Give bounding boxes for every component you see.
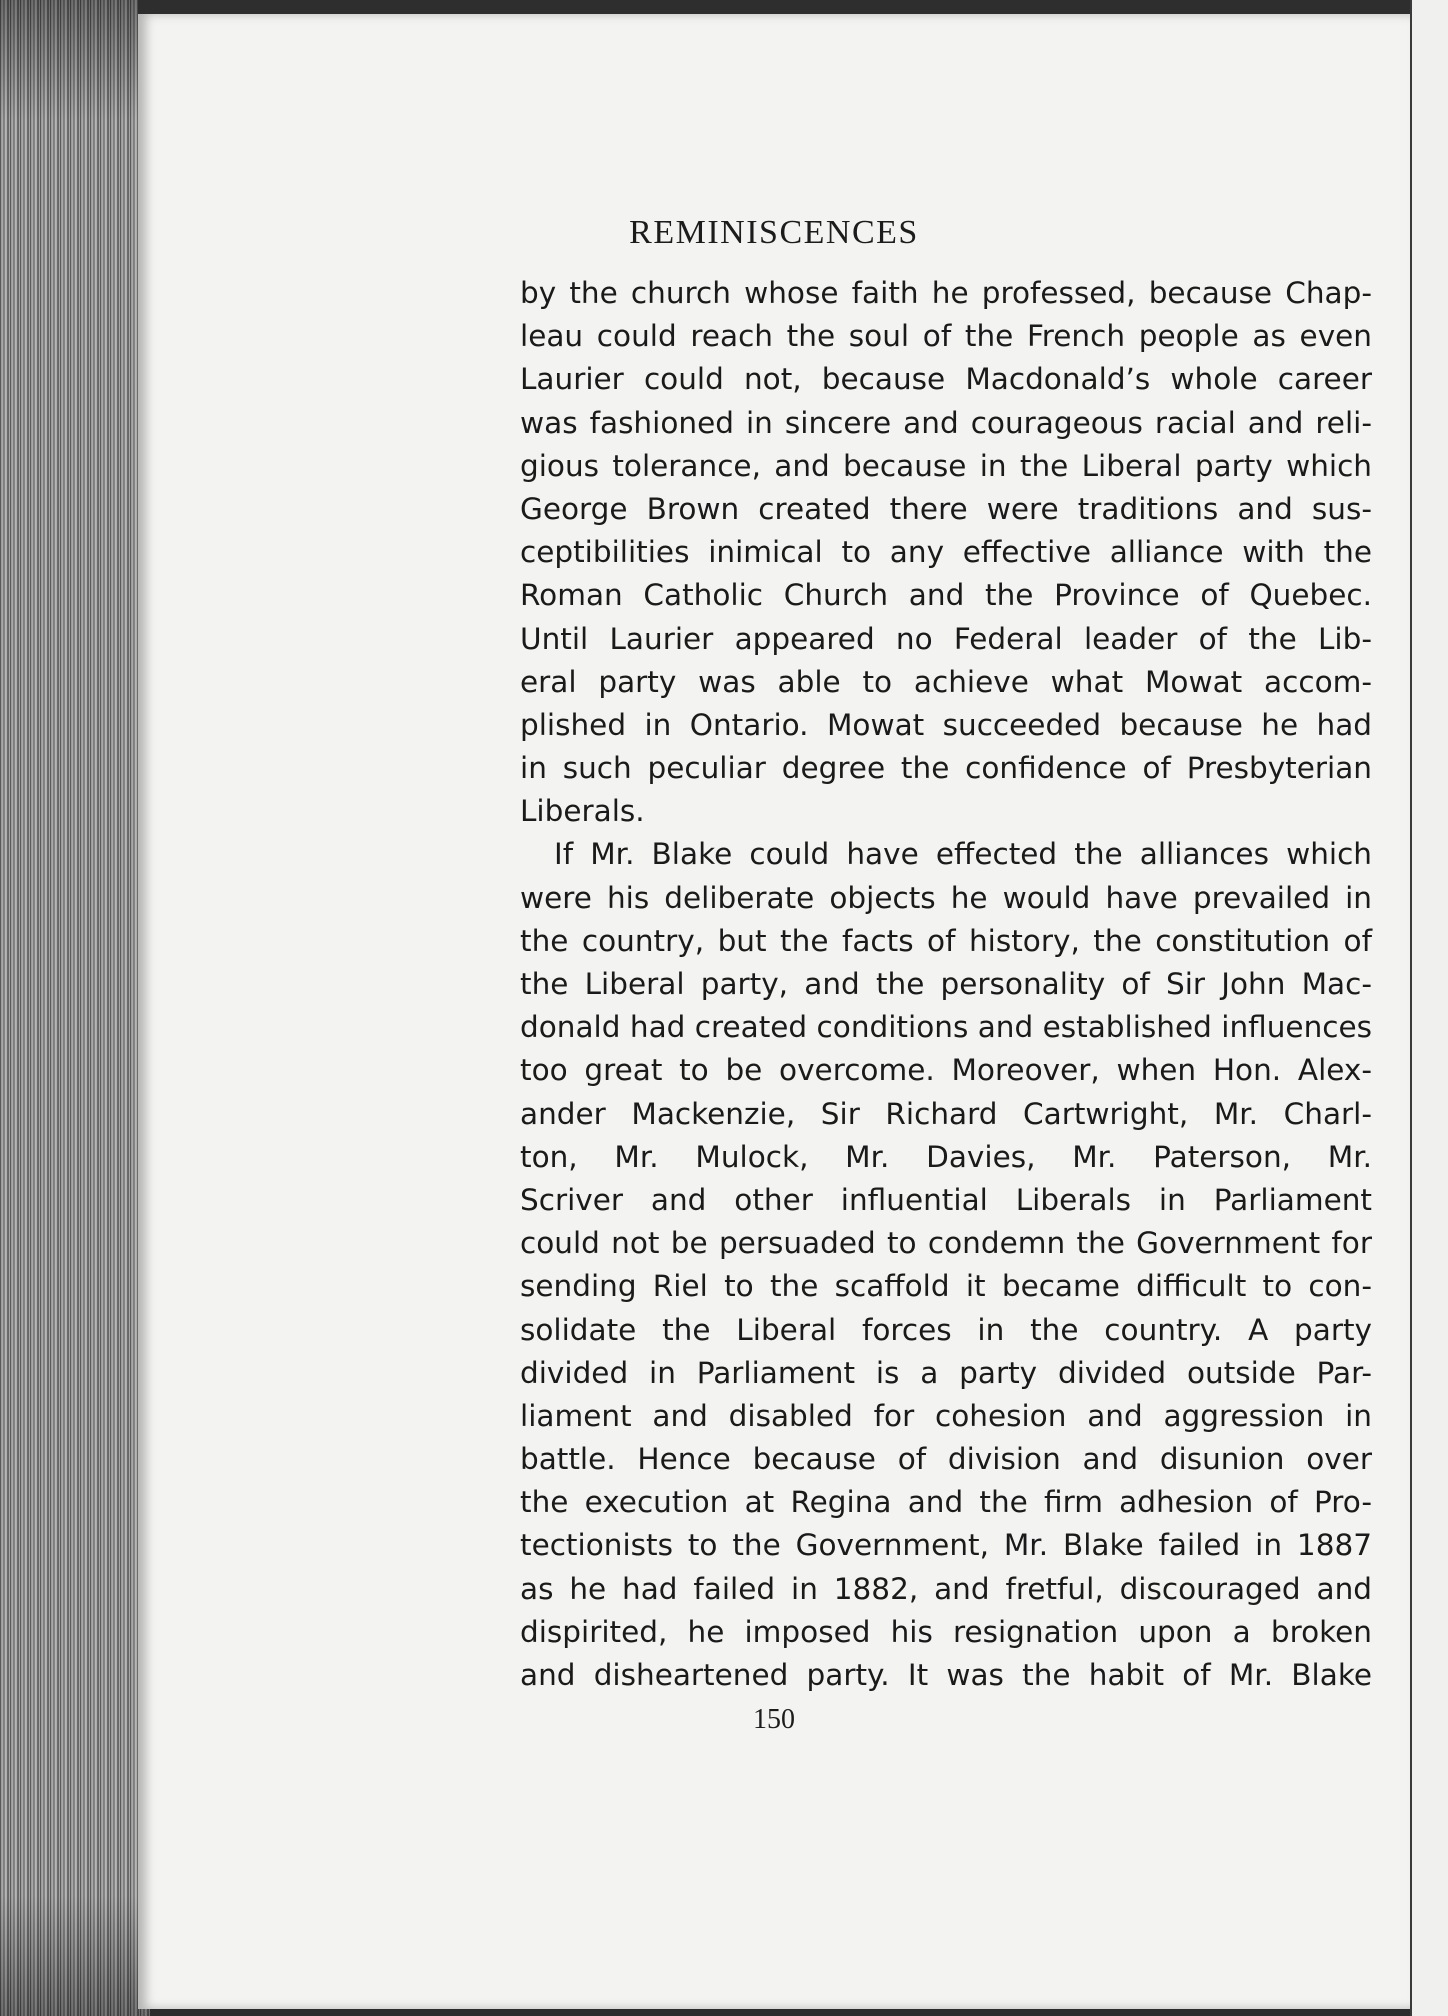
text-line: eral party was able to achieve what Mowat accom- <box>520 664 1372 699</box>
text-line: leau could reach the soul of the French people as even <box>520 319 1372 354</box>
text-line: could not be persuaded to condemn the Government for <box>520 1226 1372 1261</box>
paragraph-end-line: Liberals. <box>520 794 645 829</box>
text-line: liament and disabled for cohesion and aggression in <box>520 1398 1372 1433</box>
text-line: the execution at Regina and the firm adhesion of Pro- <box>520 1485 1372 1520</box>
text-line: George Brown created there were traditions and sus- <box>520 491 1372 526</box>
text-line: by the church whose faith he professed, because Chap- <box>520 276 1372 310</box>
book-page-edges <box>0 0 150 2016</box>
text-line: the country, but the facts of history, the constitution of <box>520 923 1372 958</box>
body-text <box>520 272 1372 1697</box>
text-line: donald had created conditions and established influences <box>520 1010 1372 1045</box>
text-line: ander Mackenzie, Sir Richard Cartwright, Mr. Charl- <box>520 1096 1372 1131</box>
paragraph-start-line: If Mr. Blake could have effected the alliances which <box>554 837 1372 872</box>
text-line: tectionists to the Government, Mr. Blake failed in 1887 <box>520 1528 1372 1563</box>
text-line: Roman Catholic Church and the Province of Quebec. <box>520 578 1372 613</box>
text-line: sending Riel to the scaffold it became difficult to con- <box>520 1269 1372 1304</box>
book-page <box>138 14 1410 2009</box>
text-line: divided in Parliament is a party divided outside Par- <box>520 1355 1372 1390</box>
text-line: too great to be overcome. Moreover, when Hon. Alex- <box>520 1053 1372 1088</box>
text-line: plished in Ontario. Mowat succeeded because he had <box>520 707 1372 742</box>
text-line: ton, Mr. Mulock, Mr. Davies, Mr. Paterson, Mr. <box>520 1139 1372 1174</box>
text-line: the Liberal party, and the personality of Sir John Mac- <box>520 967 1372 1001</box>
running-head: REMINISCENCES <box>629 214 919 251</box>
text-line: solidate the Liberal forces in the country. A party <box>520 1312 1372 1347</box>
text-line: battle. Hence because of division and disunion over <box>520 1442 1372 1477</box>
text-line: dispirited, he imposed his resignation upon a broken <box>520 1614 1372 1649</box>
text-line: ceptibilities inimical to any effective alliance with the <box>520 535 1372 570</box>
text-line: Laurier could not, because Macdonald’s whole career <box>520 362 1372 397</box>
text-line: in such peculiar degree the confidence of Presbyterian <box>520 751 1372 786</box>
text-line: as he had failed in 1882, and fretful, discouraged and <box>520 1571 1372 1606</box>
top-shadow <box>138 0 1410 14</box>
text-line: Until Laurier appeared no Federal leader of the Lib- <box>520 621 1372 656</box>
text-line: Scriver and other influential Liberals in Parliament <box>520 1182 1372 1217</box>
text-line: gious tolerance, and because in the Liberal party which <box>520 448 1372 483</box>
text-line: were his deliberate objects he would have prevailed in <box>520 880 1372 915</box>
text-line: and disheartened party. It was the habit of Mr. Blake <box>520 1658 1372 1692</box>
page-number: 150 <box>753 1704 795 1735</box>
facing-page-edge <box>1410 0 1448 2016</box>
text-line: was fashioned in sincere and courageous racial and reli- <box>520 405 1372 440</box>
